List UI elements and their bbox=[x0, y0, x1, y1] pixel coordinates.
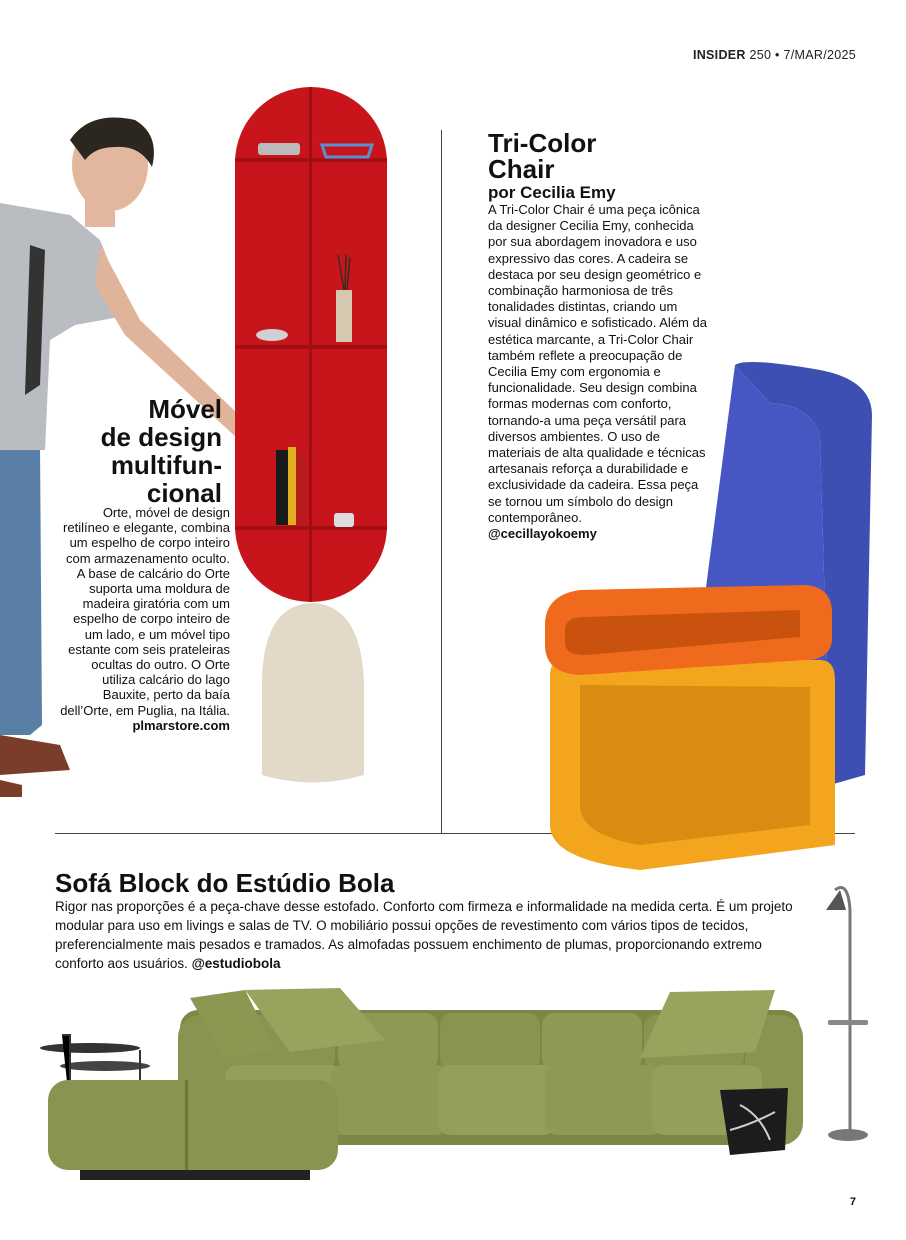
magazine-brand: INSIDER bbox=[692, 48, 746, 62]
article3-title: Sofá Block do Estúdio Bola bbox=[55, 868, 395, 898]
article3-text: Rigor nas proporções é a peça-chave desse estofado. Conforto com firmeza e informalidade na medida certa. É um projeto modular para uso em livings e salas de TV. O mobiliário possui opções de revestimento com vários tipos de tecidos, preferencialmente mais pesados e tramados. As almofadas possuem enchimento de plumas, proporcionando extremo conforto aos usuários. bbox=[55, 899, 793, 971]
article2-title-line: Chair bbox=[488, 154, 555, 184]
article1-text: Orte, móvel de design retilíneo e elegante, combina um espelho de corpo inteiro com armazenamento oculto. A base de calcário do Orte suporta uma moldura de madeira giratória com um espelho de corpo inteiro de um lado, e um móvel tipo estante com seis prateleiras ocultas do outro. O Orte utiliza calcário do lago Bauxite, perto da baía dell’Orte, em Puglia, na Itália. bbox=[60, 505, 230, 718]
floor-lamp bbox=[826, 888, 868, 1142]
tri-color-chair-photo bbox=[520, 355, 880, 875]
article2-title bbox=[488, 130, 748, 182]
article1-title-line: cional bbox=[146, 478, 222, 508]
red-shelf bbox=[235, 87, 387, 602]
column-divider bbox=[441, 130, 442, 833]
article2-subtitle: por Cecilia Emy bbox=[488, 183, 616, 202]
article2-text: A Tri-Color Chair é uma peça icônica da designer Cecilia Emy, conhecida por sua abordagem inovadora e uso expressivo das cores. A cadeira se destaca por seu design geométrico e combinação harmoniosa de três tonalidades distintas, criando um visual dinâmico e sofisticado. Além da estética marcante, a Tri-Color Chair também reflete a preocupação de Cecilia Emy com ergonomia e funcionalidade. Seu design combina formas modernas com conforto, tornando-a uma peça versátil para diversos ambientes. O uso de materiais de alta qualidade e técnicas artesanais reforça a durabilidade e exclusividade da cadeira. Essa peça se tornou um símbolo do design contemporâneo. bbox=[488, 202, 707, 525]
article3-credit-link[interactable]: @estudiobola bbox=[191, 956, 281, 971]
article1-title-line: multifun- bbox=[110, 450, 222, 480]
article2-credit-link[interactable]: @cecillayokoemy bbox=[488, 526, 597, 542]
article1-title bbox=[60, 395, 222, 507]
article1-title-line: Móvel bbox=[148, 394, 222, 424]
page-header bbox=[693, 48, 856, 62]
sofa-block-photo bbox=[40, 880, 880, 1190]
article2-title-line: Tri-Color bbox=[488, 128, 597, 158]
page-number: 7 bbox=[849, 1196, 856, 1208]
issue-info: 250 • 7/MAR/2025 bbox=[749, 48, 856, 62]
article1-title-line: de design bbox=[100, 422, 222, 452]
article1-credit-link[interactable]: plmarstore.com bbox=[132, 717, 230, 733]
article1-body bbox=[60, 505, 230, 733]
